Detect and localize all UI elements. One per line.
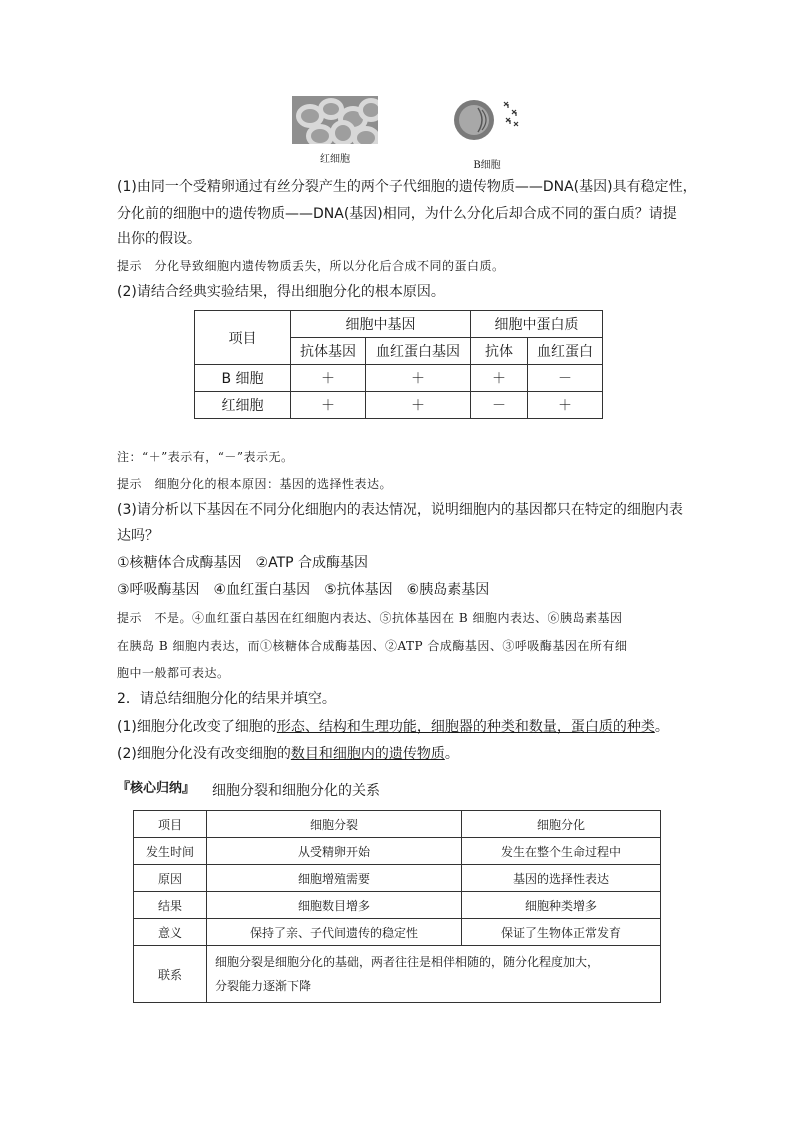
q3-hint-3: 胞中一般都可表达。 bbox=[117, 666, 230, 680]
table-group-proteins: 细胞中蛋白质 bbox=[471, 311, 603, 338]
table-cell: 细胞数目增多 bbox=[207, 892, 462, 919]
row-label: B 细胞 bbox=[195, 365, 291, 392]
table-subheader: 抗体 bbox=[471, 338, 528, 365]
q1-line-2: 分化前的细胞中的遗传物质——DNA(基因)相同，为什么分化后却合成不同的蛋白质？请提 bbox=[117, 206, 677, 222]
table-row bbox=[134, 946, 661, 1003]
table-cell: 原因 bbox=[134, 865, 207, 892]
row-label: 红细胞 bbox=[195, 392, 291, 419]
table-cell: 意义 bbox=[134, 919, 207, 946]
item1-fill: 形态、结构和生理功能，细胞器的种类和数量，蛋白质的种类 bbox=[276, 719, 655, 735]
table-subheader: 血红蛋白 bbox=[528, 338, 603, 365]
table-cell: 结果 bbox=[134, 892, 207, 919]
table-cell: 从受精卵开始 bbox=[207, 838, 462, 865]
red-cell-photo bbox=[292, 96, 378, 144]
table-row bbox=[134, 838, 661, 865]
summary-title: 细胞分裂和细胞分化的关系 bbox=[212, 783, 380, 799]
table-cell: 细胞增殖需要 bbox=[207, 865, 462, 892]
table-cell: － bbox=[471, 392, 528, 419]
table-row bbox=[134, 865, 661, 892]
section2-item-2 bbox=[117, 744, 459, 764]
q3-line-1: (3)请分析以下基因在不同分化细胞内的表达情况，说明细胞内的基因都只在特定的细胞内表 bbox=[117, 502, 683, 518]
table-row bbox=[134, 919, 661, 946]
relation-line-1: 细胞分裂是细胞分化的基础，两者往往是相伴相随的，随分化程度加大， bbox=[215, 955, 600, 969]
item1-prefix: (1)细胞分化改变了细胞的 bbox=[117, 719, 277, 735]
table-cell: 细胞种类增多 bbox=[462, 892, 661, 919]
item2-fill: 数目和细胞内的遗传物质 bbox=[290, 746, 445, 762]
q2-hint: 提示 细胞分化的根本原因：基因的选择性表达。 bbox=[117, 477, 393, 491]
b-cell-caption: B细胞 bbox=[473, 160, 501, 171]
summary-table bbox=[133, 810, 661, 1003]
table-cell: 发生在整个生命过程中 bbox=[462, 838, 661, 865]
q3-hint-1: 提示 不是。④血红蛋白基因在红细胞内表达、⑤抗体基因在 B 细胞内表达、⑥胰岛素基因 bbox=[117, 611, 623, 625]
table-row bbox=[134, 892, 661, 919]
figure-row bbox=[0, 96, 794, 171]
table-cell: ＋ bbox=[528, 392, 603, 419]
table-header-item: 项目 bbox=[195, 311, 291, 365]
item1-suffix: 。 bbox=[654, 719, 669, 735]
core-summary-badge: 『核心归纳』 bbox=[117, 781, 196, 796]
red-cell-caption: 红细胞 bbox=[320, 154, 350, 165]
red-cell-figure bbox=[292, 96, 378, 165]
table-cell: ＋ bbox=[366, 365, 471, 392]
item2-prefix: (2)细胞分化没有改变细胞的 bbox=[117, 746, 291, 762]
table-cell: ＋ bbox=[291, 392, 366, 419]
relation-text bbox=[207, 946, 661, 1003]
table-row bbox=[195, 365, 603, 392]
table-subheader: 血红蛋白基因 bbox=[366, 338, 471, 365]
table-subheader: 抗体基因 bbox=[291, 338, 366, 365]
q3-line-2: 达吗？ bbox=[117, 528, 159, 544]
item2-suffix: 。 bbox=[444, 746, 459, 762]
q1-line-3: 出你的假设。 bbox=[117, 231, 201, 247]
q3-genes-line-2: ③呼吸酶基因 ④血红蛋白基因 ⑤抗体基因 ⑥胰岛素基因 bbox=[117, 582, 490, 598]
q3-genes-line-1: ①核糖体合成酶基因 ②ATP 合成酶基因 bbox=[117, 555, 369, 571]
summary-header: 细胞分化 bbox=[462, 811, 661, 838]
table-cell: ＋ bbox=[291, 365, 366, 392]
summary-header: 细胞分裂 bbox=[207, 811, 462, 838]
q2-note: 注：“＋”表示有，“－”表示无。 bbox=[117, 450, 294, 464]
section2-item-1 bbox=[117, 717, 669, 737]
table-cell: － bbox=[528, 365, 603, 392]
section2-title: 2．请总结细胞分化的结果并填空。 bbox=[117, 691, 336, 707]
summary-header: 项目 bbox=[134, 811, 207, 838]
table-cell: ＋ bbox=[366, 392, 471, 419]
q2-line: (2)请结合经典实验结果，得出细胞分化的根本原因。 bbox=[117, 284, 445, 300]
table-cell: ＋ bbox=[471, 365, 528, 392]
relation-label: 联系 bbox=[134, 946, 207, 1003]
experiment-table bbox=[194, 310, 603, 419]
table-cell: 保持了亲、子代间遗传的稳定性 bbox=[207, 919, 462, 946]
q3-hint-2: 在胰岛 B 细胞内表达，而①核糖体合成酶基因、②ATP 合成酶基因、③呼吸酶基因在所有细 bbox=[117, 639, 628, 653]
table-cell: 发生时间 bbox=[134, 838, 207, 865]
relation-line-2: 分裂能力逐渐下降 bbox=[215, 979, 312, 993]
b-cell-figure bbox=[448, 96, 526, 171]
table-cell: 保证了生物体正常发育 bbox=[462, 919, 661, 946]
b-cell-drawing bbox=[448, 96, 526, 150]
table-row bbox=[195, 392, 603, 419]
table-group-genes: 细胞中基因 bbox=[291, 311, 471, 338]
q1-line-1: (1)由同一个受精卵通过有丝分裂产生的两个子代细胞的遗传物质——DNA(基因)具有稳定性， bbox=[117, 179, 697, 195]
table-cell: 基因的选择性表达 bbox=[462, 865, 661, 892]
q1-hint: 提示 分化导致细胞内遗传物质丢失，所以分化后合成不同的蛋白质。 bbox=[117, 259, 505, 273]
